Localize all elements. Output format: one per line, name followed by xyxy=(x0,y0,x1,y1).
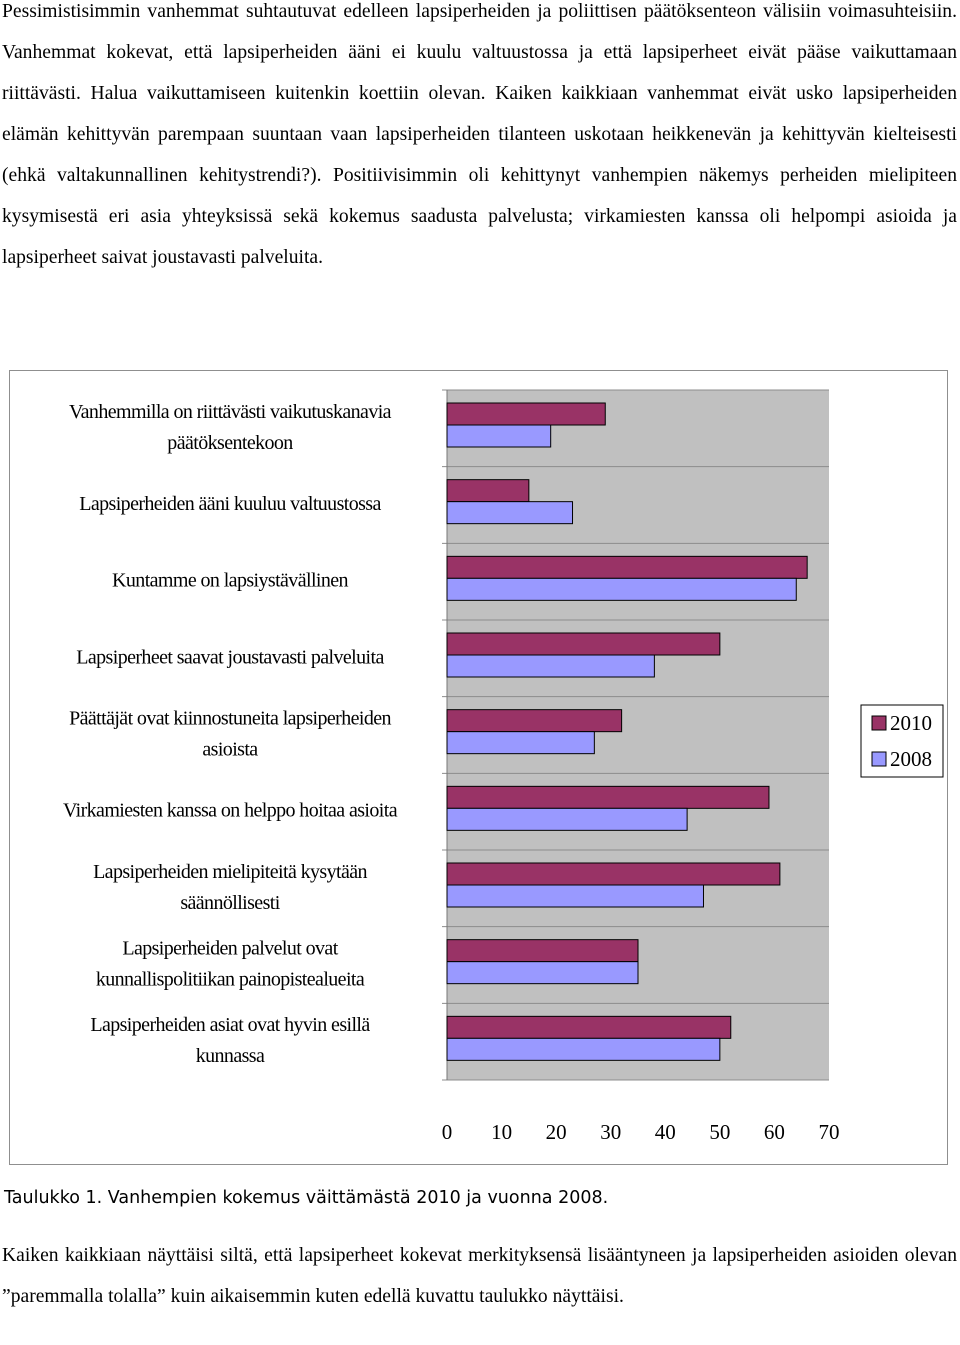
bar-2008 xyxy=(447,655,654,677)
legend-label-2010: 2010 xyxy=(890,711,932,735)
bar-2010 xyxy=(447,403,605,425)
legend-label-2008: 2008 xyxy=(890,747,932,771)
table-caption: Taulukko 1. Vanhempien kokemus väittämästä 2010 ja vuonna 2008. xyxy=(4,1188,609,1208)
bar-2010 xyxy=(447,1016,731,1038)
category-label: Lapsiperheiden ääni kuuluu valtuustossa xyxy=(79,493,381,515)
category-label: Virkamiesten kanssa on helppo hoitaa asioita xyxy=(63,799,397,822)
bar-2010 xyxy=(447,786,769,808)
bar-2010 xyxy=(447,633,720,655)
x-tick-label: 0 xyxy=(441,1120,453,1144)
x-tick-label: 60 xyxy=(763,1120,785,1144)
bar-chart-svg xyxy=(10,371,947,1164)
bar-chart xyxy=(9,370,948,1165)
x-tick-label: 20 xyxy=(545,1120,567,1144)
bar-2010 xyxy=(447,556,807,578)
bar-2008 xyxy=(447,502,573,524)
legend-swatch-2008 xyxy=(872,752,886,766)
bar-2010 xyxy=(447,480,529,502)
bar-2010 xyxy=(447,863,780,885)
category-label: päätöksentekoon xyxy=(167,431,293,454)
category-label: Kuntamme on lapsiystävällinen xyxy=(112,569,348,592)
bar-2008 xyxy=(447,808,687,830)
paragraph-bottom: Kaiken kaikkiaan näyttäisi siltä, että lapsiperheet kokevat merkityksensä lisääntyneen ja lapsiperheiden asioiden olevan ”paremmalla tolalla” kuin aikaisemmin kuten edellä kuvattu taulukko näyttäisi. xyxy=(2,1245,957,1307)
bar-2010 xyxy=(447,940,638,962)
bar-2008 xyxy=(447,425,551,447)
category-label: Lapsiperheiden asiat ovat hyvin esillä xyxy=(90,1014,370,1037)
category-label: Päättäjät ovat kiinnostuneita lapsiperheiden xyxy=(69,707,391,730)
category-label: kunnassa xyxy=(195,1045,265,1068)
category-label: Lapsiperheiden mielipiteitä kysytään xyxy=(93,860,367,883)
category-label: Vanhemmilla on riittävästi vaikutuskanavia xyxy=(69,400,391,423)
category-label: asioista xyxy=(202,738,258,761)
bar-2008 xyxy=(447,962,638,984)
x-tick-label: 40 xyxy=(654,1120,676,1144)
bar-2008 xyxy=(447,885,703,907)
legend-swatch-2010 xyxy=(872,716,886,730)
x-tick-label: 50 xyxy=(709,1120,731,1144)
category-label: Lapsiperheiden palvelut ovat xyxy=(122,937,338,960)
x-tick-label: 70 xyxy=(818,1120,840,1144)
x-tick-label: 10 xyxy=(491,1120,513,1144)
bar-2008 xyxy=(447,732,594,754)
x-tick-label: 30 xyxy=(600,1120,622,1144)
bar-2010 xyxy=(447,710,622,732)
category-label: Lapsiperheet saavat joustavasti palveluita xyxy=(76,646,384,669)
category-label: säännöllisesti xyxy=(180,891,280,914)
paragraph-top: Pessimistisimmin vanhemmat suhtautuvat edelleen lapsiperheiden ja poliittisen päätöksenteon välisiin voimasuhteisiin. Vanhemmat kokevat, että lapsiperheiden ääni ei kuulu valtuustossa ja että lapsiperheet eivät pääse vaikuttamaan riittävästi. Halua vaikuttamiseen kuitenkin koettiin olevan. Kaiken kaikkiaan vanhemmat eivät usko lapsiperheiden elämän kehittyvän parempaan suuntaan vaan lapsiperheiden tilanteen uskotaan heikkenevän ja kehittyvän kielteisesti (ehkä valtakunnallinen kehitystrendi?). Positiivisimmin oli kehittynyt vanhempien näkemys perheiden mielipiteen kysymisestä eri asia yhteyksissä sekä kokemus saadusta palvelusta; virkamiesten kanssa oli helpompi asioida ja lapsiperheet saivat joustavasti palveluita. xyxy=(2,1,957,268)
bar-2008 xyxy=(447,578,796,600)
bar-2008 xyxy=(447,1038,720,1060)
category-label: kunnallispolitiikan painopistealueita xyxy=(95,968,365,991)
